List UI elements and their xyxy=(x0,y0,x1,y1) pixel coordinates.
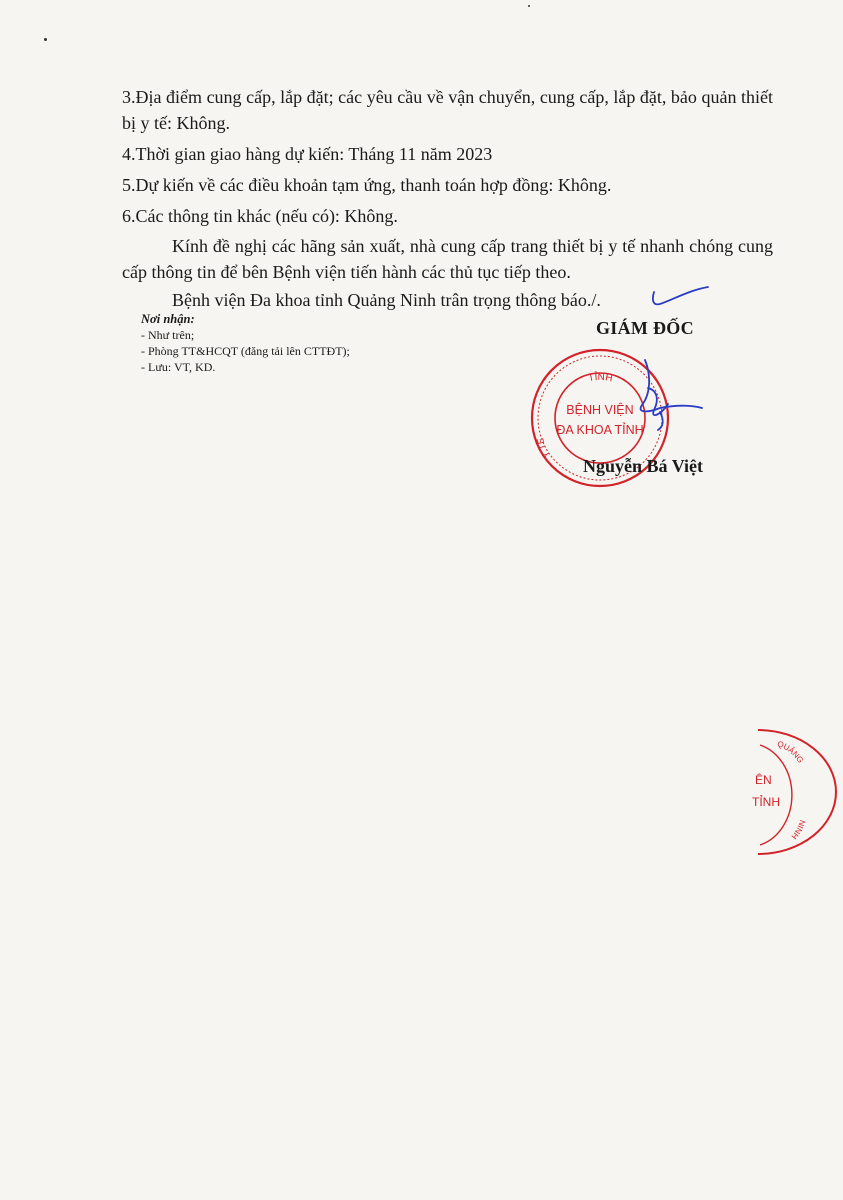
seal-top-text: TỈNH xyxy=(587,371,614,385)
item-5-paragraph: 5.Dự kiến về các điều khoản tạm ứng, thanh toán hợp đồng: Không. xyxy=(122,175,612,195)
closing-paragraph: Bệnh viện Đa khoa tỉnh Quảng Ninh trân trọng thông báo./. xyxy=(172,290,601,310)
side-seal-arc-top: QUẢNG xyxy=(776,739,806,765)
recipient-item: - Lưu: VT, KD. xyxy=(141,360,216,374)
handwritten-signature xyxy=(641,287,708,430)
request-paragraph: Kính đề nghị các hãng sản xuất, nhà cung cấp trang thiết bị y tế nhanh chóng cung cấp thông tin để bên Bệnh viện tiến hành các thủ tục tiếp theo. xyxy=(122,236,773,282)
seal-line-1: BỆNH VIỆN xyxy=(566,403,634,417)
side-seal-arc-bottom: NINH xyxy=(789,818,808,841)
item-4-paragraph: 4.Thời gian giao hàng dự kiến: Tháng 11 năm 2023 xyxy=(122,144,493,164)
recipients-title: Nơi nhận: xyxy=(141,312,195,326)
side-seal-line-1: ÊN xyxy=(755,773,772,787)
signer-name: Nguyễn Bá Việt xyxy=(583,456,704,476)
side-seal-fragment xyxy=(752,730,836,854)
item-6-paragraph: 6.Các thông tin khác (nếu có): Không. xyxy=(122,206,398,226)
recipient-item: - Như trên; xyxy=(141,328,195,342)
seal-line-2: ĐA KHOA TỈNH xyxy=(556,423,644,437)
signer-role: GIÁM ĐỐC xyxy=(596,318,694,338)
item-3-paragraph: 3.Địa điểm cung cấp, lắp đặt; các yêu cầu về vận chuyển, cung cấp, lắp đặt, bảo quản thiết bị y tế: Không. xyxy=(122,87,773,133)
side-seal-line-2: TỈNH xyxy=(752,795,780,809)
recipient-item: - Phòng TT&HCQT (đăng tải lên CTTĐT); xyxy=(141,344,350,358)
seal-side-text: Y TẾ xyxy=(535,437,552,460)
